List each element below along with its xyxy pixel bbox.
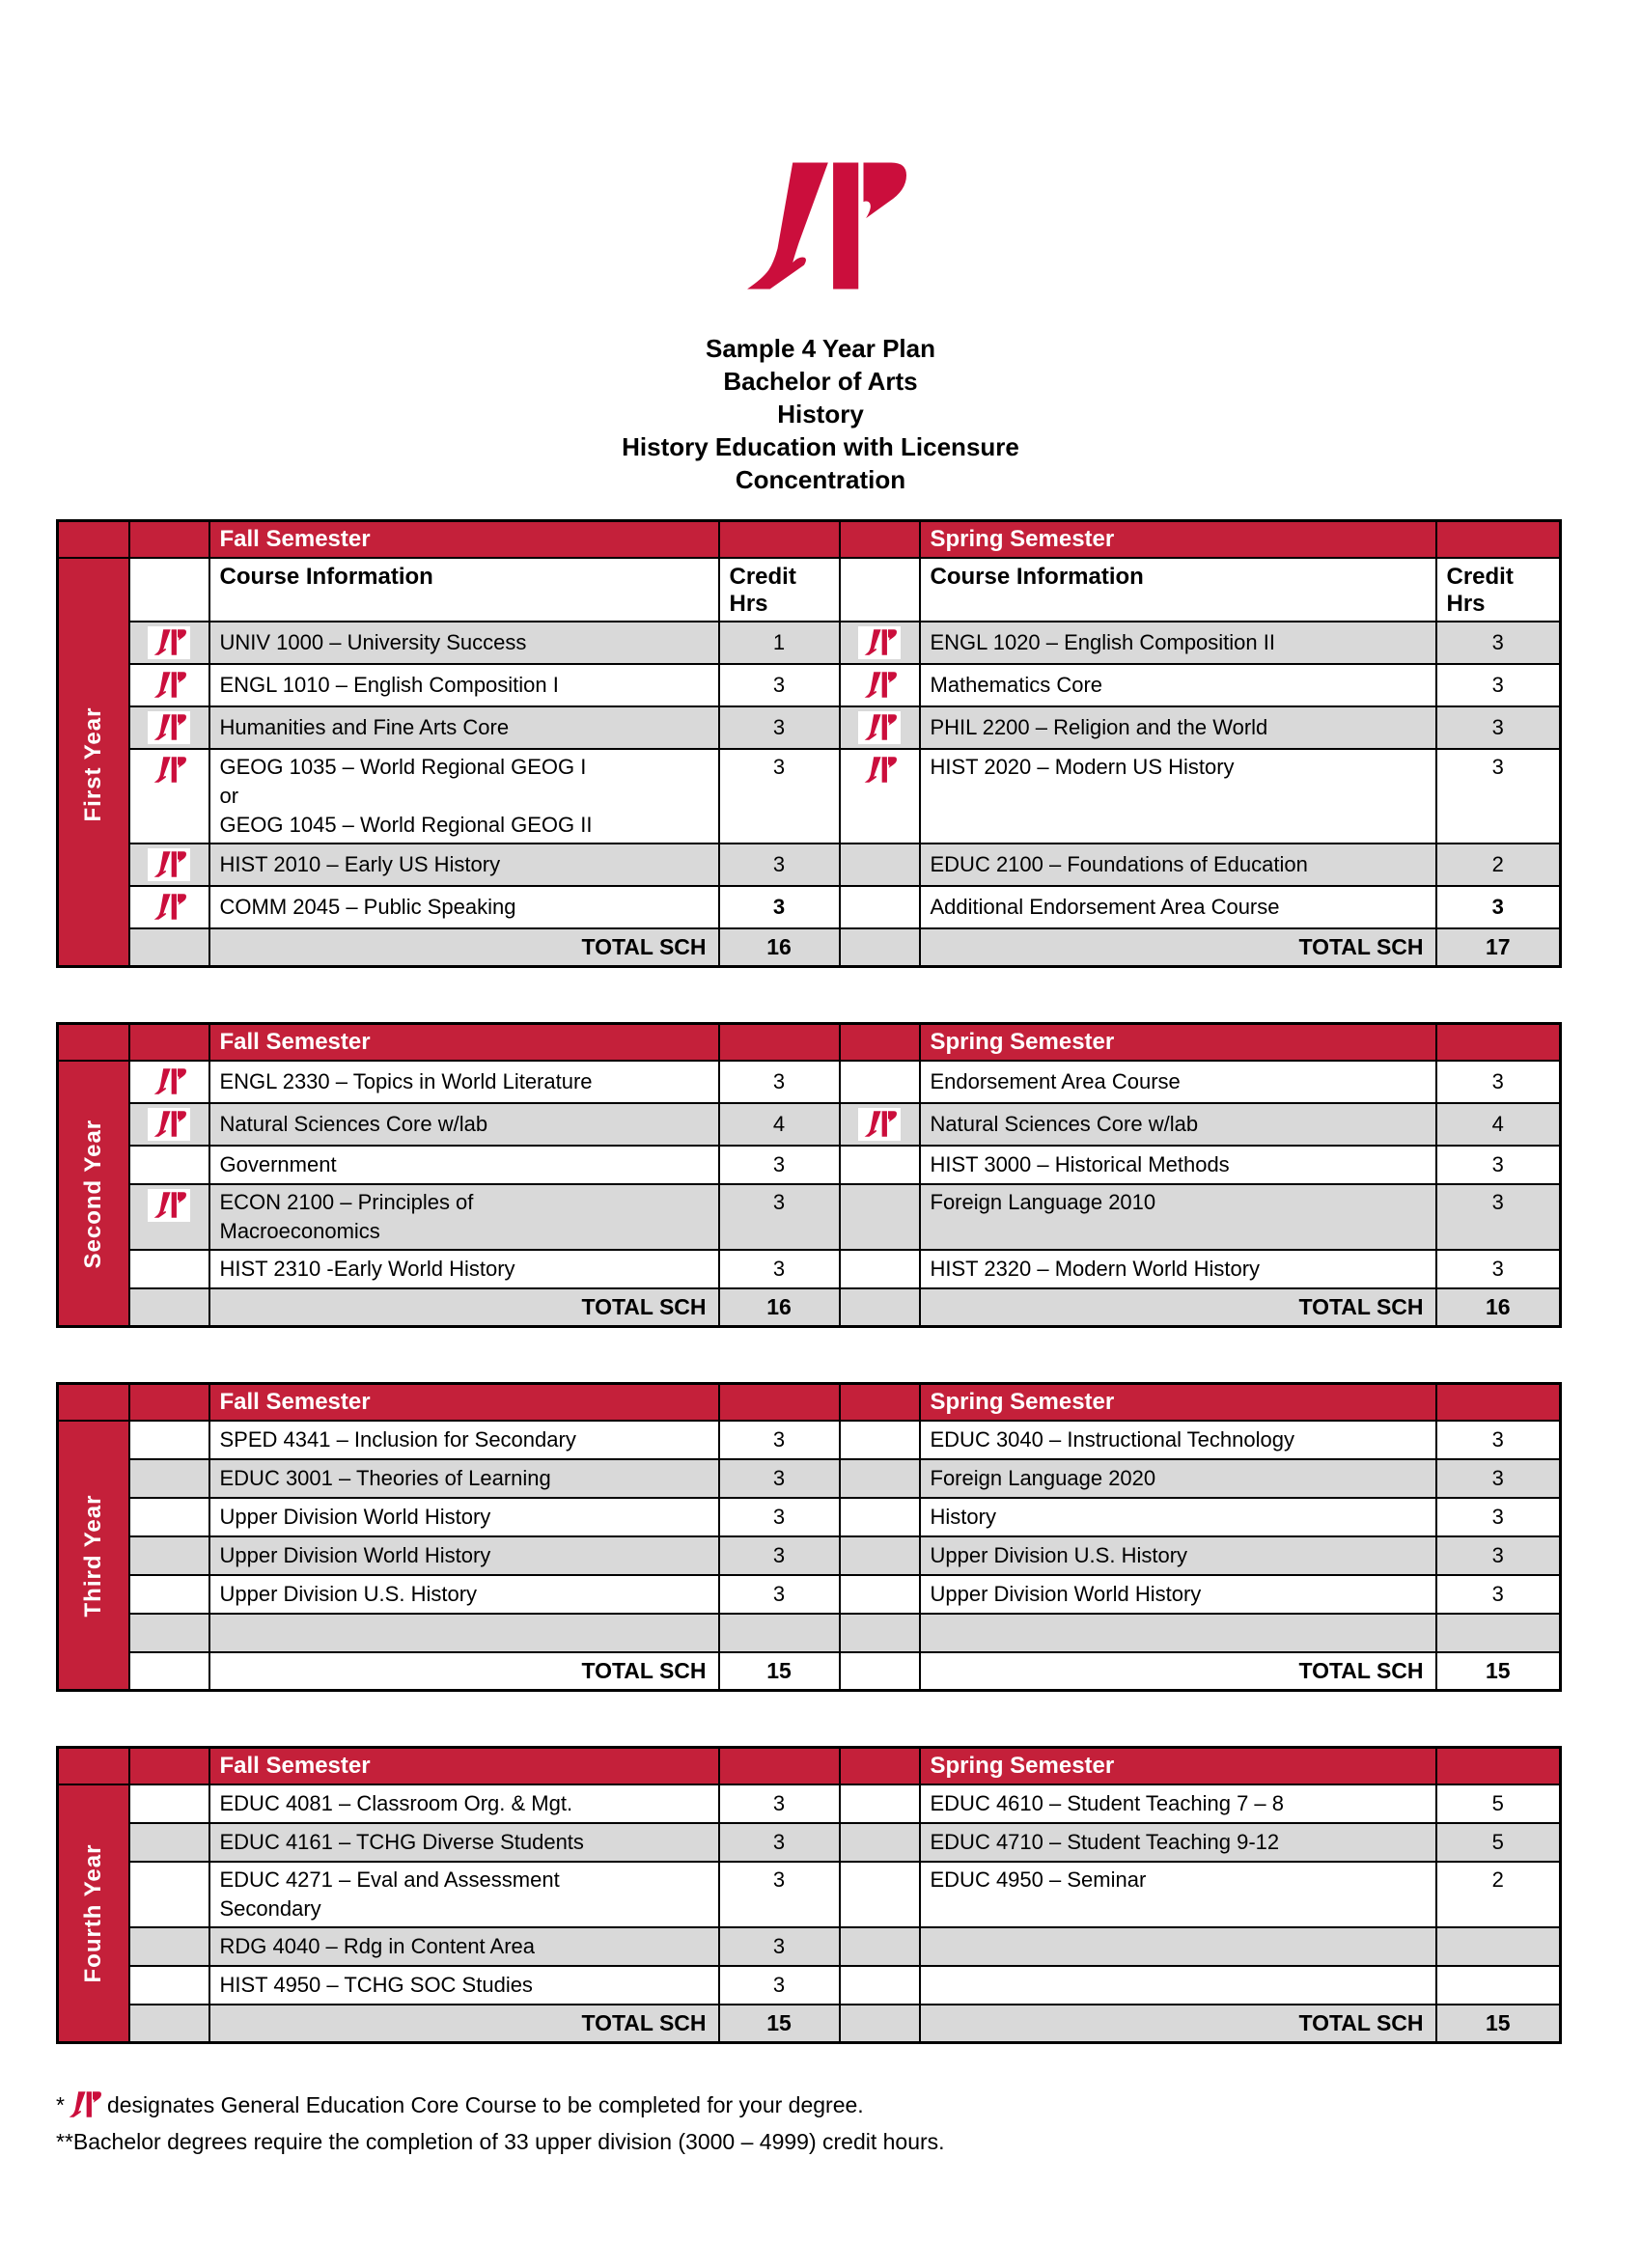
course-cell: SPED 4341 – Inclusion for Secondary [209, 1421, 719, 1459]
ap-core-mark-cell [129, 706, 209, 749]
ap-core-mark-cell [129, 749, 209, 844]
ap-core-mark-cell [840, 664, 920, 706]
ap-core-icon [858, 754, 901, 787]
ap-mark-empty-cell [840, 1784, 920, 1823]
semester-header-row [58, 1384, 1561, 1421]
credit-hrs-cell [1436, 1614, 1561, 1652]
credit-hrs-cell: 3 [1436, 1498, 1561, 1536]
credit-hrs-cell: 3 [1436, 706, 1561, 749]
ap-core-icon [148, 754, 190, 787]
year-table-2 [56, 1022, 1562, 1328]
ap-core-icon [148, 1108, 190, 1141]
ap-core-mark-cell [129, 622, 209, 664]
spring-semester-header: Spring Semester [920, 1024, 1436, 1061]
course-cell: Additional Endorsement Area Course [920, 886, 1436, 928]
title-line-1: Sample 4 Year Plan [706, 334, 935, 363]
ap-mark-empty-cell [840, 1498, 920, 1536]
course-cell: Natural Sciences Core w/lab [920, 1103, 1436, 1146]
course-cell: ENGL 2330 – Topics in World Literature [209, 1061, 719, 1103]
credit-band-cell [1436, 1384, 1561, 1421]
course-row [58, 1146, 1561, 1184]
credit-hrs-cell [1436, 1966, 1561, 2005]
credit-hrs-cell [719, 1614, 840, 1652]
ap-mark-empty-cell [129, 1927, 209, 1966]
course-cell: Upper Division World History [920, 1575, 1436, 1614]
course-row [58, 664, 1561, 706]
credit-hrs-cell: 2 [1436, 844, 1561, 886]
course-cell: Foreign Language 2010 [920, 1184, 1436, 1250]
ap-core-mark-cell [840, 1103, 920, 1146]
course-line: Secondary [219, 1895, 321, 1921]
course-cell: PHIL 2200 – Religion and the World [920, 706, 1436, 749]
total-sch-label: TOTAL SCH [209, 1652, 719, 1691]
title-line-5: Concentration [735, 465, 906, 494]
ap-mark-empty-cell [129, 1966, 209, 2005]
credit-band-cell [719, 521, 840, 558]
year-plan-tables [0, 519, 1641, 2044]
year-cell [58, 1784, 129, 2043]
course-line: GEOG 1035 – World Regional GEOG I [219, 754, 587, 779]
course-row [58, 1459, 1561, 1498]
university-logo [734, 145, 907, 307]
credit-hrs-cell: 3 [719, 1575, 840, 1614]
fall-semester-header: Fall Semester [209, 1024, 719, 1061]
credit-hrs-cell: 3 [1436, 1184, 1561, 1250]
ap-mark-empty-cell [840, 1288, 920, 1327]
total-sch-value-fall: 15 [719, 1652, 840, 1691]
ap-band-cell [129, 1024, 209, 1061]
course-row [58, 1823, 1561, 1862]
course-row [58, 706, 1561, 749]
ap-core-mark-cell [129, 886, 209, 928]
course-cell [920, 1927, 1436, 1966]
ap-mark-empty-cell [840, 1061, 920, 1103]
course-row [58, 1614, 1561, 1652]
credit-hrs-cell: 4 [719, 1103, 840, 1146]
course-cell: History [920, 1498, 1436, 1536]
ap-core-mark-cell [840, 706, 920, 749]
course-row [58, 1575, 1561, 1614]
credit-hrs-cell: 3 [1436, 1575, 1561, 1614]
ap-mark-empty-cell [840, 1575, 920, 1614]
credit-hrs-cell: 3 [1436, 1536, 1561, 1575]
course-cell: RDG 4040 – Rdg in Content Area [209, 1927, 719, 1966]
course-row [58, 622, 1561, 664]
total-sch-value-spring: 16 [1436, 1288, 1561, 1327]
ap-mark-empty-cell [129, 1614, 209, 1652]
total-sch-label: TOTAL SCH [920, 928, 1436, 967]
credit-hrs-cell: 4 [1436, 1103, 1561, 1146]
ap-mark-empty-cell [840, 1862, 920, 1927]
year-band-cell [58, 1384, 129, 1421]
credit-hrs-cell: 3 [719, 1784, 840, 1823]
course-cell: EDUC 4161 – TCHG Diverse Students [209, 1823, 719, 1862]
ap-mark-empty-cell [129, 1146, 209, 1184]
course-cell: Upper Division World History [209, 1536, 719, 1575]
ap-mark-empty-cell [129, 928, 209, 967]
credit-hrs-cell: 3 [719, 1061, 840, 1103]
total-sch-label: TOTAL SCH [920, 1288, 1436, 1327]
document-title [0, 332, 1641, 496]
footnote-1-star: * [56, 2092, 65, 2117]
ap-mark-empty-cell [840, 1459, 920, 1498]
ap-mark-empty-cell [129, 1862, 209, 1927]
course-cell: HIST 2320 – Modern World History [920, 1250, 1436, 1288]
total-row [58, 1652, 1561, 1691]
footnotes [56, 2087, 1641, 2160]
course-line: ECON 2100 – Principles of [219, 1189, 474, 1214]
course-cell: ENGL 1020 – English Composition II [920, 622, 1436, 664]
credit-hrs-cell: 2 [1436, 1862, 1561, 1927]
credit-hrs-cell: 3 [719, 1146, 840, 1184]
total-sch-value-fall: 16 [719, 928, 840, 967]
course-cell: HIST 2020 – Modern US History [920, 749, 1436, 844]
ap-logo-icon [735, 145, 906, 307]
credit-band-cell [1436, 521, 1561, 558]
ap-mark-empty-cell [129, 558, 209, 622]
credit-hrs-cell: 3 [1436, 1459, 1561, 1498]
year-band-cell [58, 1024, 129, 1061]
course-row [58, 1061, 1561, 1103]
footnote-1 [56, 2087, 1641, 2123]
course-information-header: Course Information [920, 558, 1436, 622]
total-row [58, 2005, 1561, 2043]
title-line-2: Bachelor of Arts [723, 367, 918, 396]
semester-header-row [58, 521, 1561, 558]
column-header-row [58, 558, 1561, 622]
credit-band-cell [1436, 1748, 1561, 1784]
credit-hrs-cell: 3 [719, 664, 840, 706]
course-line: EDUC 4271 – Eval and Assessment [219, 1867, 560, 1892]
ap-core-icon [858, 669, 901, 702]
course-cell: ENGL 1010 – English Composition I [209, 664, 719, 706]
year-band-cell [58, 521, 129, 558]
credit-hrs-cell: 3 [1436, 1421, 1561, 1459]
credit-hrs-cell: 3 [719, 1966, 840, 2005]
course-cell: Humanities and Fine Arts Core [209, 706, 719, 749]
credit-hrs-cell: 5 [1436, 1823, 1561, 1862]
total-sch-value-spring: 15 [1436, 2005, 1561, 2043]
ap-mark-empty-cell [840, 1966, 920, 2005]
credit-hrs-cell: 3 [719, 1459, 840, 1498]
ap-band-cell [840, 1748, 920, 1784]
course-row [58, 886, 1561, 928]
credit-hrs-cell: 3 [719, 1421, 840, 1459]
credit-hrs-cell: 3 [1436, 622, 1561, 664]
ap-core-mark-cell [840, 622, 920, 664]
year-cell [58, 558, 129, 967]
credit-hrs-cell: 3 [719, 1184, 840, 1250]
ap-core-mark-cell [129, 1103, 209, 1146]
course-information-header: Course Information [209, 558, 719, 622]
ap-core-icon [148, 891, 190, 924]
course-cell: UNIV 1000 – University Success [209, 622, 719, 664]
credit-hrs-cell: 3 [719, 1927, 840, 1966]
ap-band-cell [129, 1384, 209, 1421]
ap-band-cell [129, 1748, 209, 1784]
credit-hrs-cell: 3 [1436, 749, 1561, 844]
ap-mark-empty-cell [840, 1927, 920, 1966]
spring-semester-header: Spring Semester [920, 1384, 1436, 1421]
year-label: First Year [79, 706, 106, 822]
course-cell: EDUC 4950 – Seminar [920, 1862, 1436, 1927]
ap-core-mark-cell [129, 1061, 209, 1103]
ap-mark-empty-cell [840, 1421, 920, 1459]
semester-header-row [58, 1024, 1561, 1061]
total-sch-value-fall: 16 [719, 1288, 840, 1327]
total-row [58, 928, 1561, 967]
course-cell: EDUC 3001 – Theories of Learning [209, 1459, 719, 1498]
footnote-1-text: designates General Education Core Course to be completed for your degree. [106, 2092, 864, 2117]
spring-semester-header: Spring Semester [920, 1748, 1436, 1784]
course-cell [920, 1966, 1436, 2005]
ap-core-icon [858, 626, 901, 659]
course-row [58, 844, 1561, 886]
credit-band-cell [719, 1748, 840, 1784]
ap-core-icon [148, 848, 190, 881]
course-line: GEOG 1045 – World Regional GEOG II [219, 812, 593, 837]
ap-core-mark-cell [129, 844, 209, 886]
course-row [58, 1862, 1561, 1927]
year-cell [58, 1061, 129, 1327]
ap-mark-empty-cell [840, 886, 920, 928]
total-sch-label: TOTAL SCH [920, 2005, 1436, 2043]
ap-band-cell [129, 521, 209, 558]
title-line-4: History Education with Licensure [622, 432, 1019, 461]
credit-hrs-cell: 3 [1436, 664, 1561, 706]
ap-core-icon [148, 1189, 190, 1222]
course-cell: EDUC 4081 – Classroom Org. & Mgt. [209, 1784, 719, 1823]
course-cell: HIST 4950 – TCHG SOC Studies [209, 1966, 719, 2005]
course-cell: Upper Division U.S. History [920, 1536, 1436, 1575]
course-cell: EDUC 4610 – Student Teaching 7 – 8 [920, 1784, 1436, 1823]
credit-hrs-cell: 3 [719, 1823, 840, 1862]
ap-mark-empty-cell [840, 2005, 920, 2043]
course-cell: HIST 2310 -Early World History [209, 1250, 719, 1288]
credit-hrs-cell: 3 [1436, 886, 1561, 928]
course-cell: Mathematics Core [920, 664, 1436, 706]
course-row [58, 1784, 1561, 1823]
course-cell: EDUC 4710 – Student Teaching 9-12 [920, 1823, 1436, 1862]
year-label: Second Year [79, 1118, 106, 1268]
ap-mark-empty-cell [129, 1575, 209, 1614]
credit-hrs-header: Credit Hrs [719, 558, 840, 622]
credit-hrs-cell: 3 [1436, 1061, 1561, 1103]
course-cell [209, 1614, 719, 1652]
ap-core-icon [148, 669, 190, 702]
total-sch-label: TOTAL SCH [920, 1652, 1436, 1691]
total-row [58, 1288, 1561, 1327]
course-cell: Upper Division U.S. History [209, 1575, 719, 1614]
ap-core-mark-cell [129, 1184, 209, 1250]
ap-core-icon [858, 1108, 901, 1141]
course-line: or [219, 783, 239, 808]
year-label: Fourth Year [79, 1843, 106, 1983]
year-table-3 [56, 1382, 1562, 1692]
ap-mark-empty-cell [129, 1250, 209, 1288]
ap-mark-empty-cell [129, 1421, 209, 1459]
year-table-4 [56, 1746, 1562, 2044]
credit-hrs-cell: 3 [1436, 1146, 1561, 1184]
course-cell: Endorsement Area Course [920, 1061, 1436, 1103]
fall-semester-header: Fall Semester [209, 1384, 719, 1421]
spring-semester-header: Spring Semester [920, 521, 1436, 558]
footnote-2: **Bachelor degrees require the completion of 33 upper division (3000 – 4999) credit hours. [56, 2129, 945, 2154]
ap-band-cell [840, 1024, 920, 1061]
course-cell: HIST 3000 – Historical Methods [920, 1146, 1436, 1184]
credit-hrs-cell: 3 [719, 1250, 840, 1288]
course-row [58, 1250, 1561, 1288]
ap-mark-empty-cell [129, 1652, 209, 1691]
course-cell: HIST 2010 – Early US History [209, 844, 719, 886]
ap-mark-empty-cell [129, 1459, 209, 1498]
course-row [58, 1421, 1561, 1459]
course-row [58, 1966, 1561, 2005]
total-sch-value-fall: 15 [719, 2005, 840, 2043]
title-line-3: History [777, 400, 864, 429]
ap-band-cell [840, 521, 920, 558]
credit-band-cell [719, 1384, 840, 1421]
credit-hrs-cell: 3 [719, 706, 840, 749]
year-label: Third Year [79, 1493, 106, 1617]
ap-core-icon [858, 711, 901, 744]
course-cell [920, 1614, 1436, 1652]
ap-mark-empty-cell [129, 1536, 209, 1575]
credit-band-cell [1436, 1024, 1561, 1061]
credit-hrs-cell: 5 [1436, 1784, 1561, 1823]
ap-core-mark-cell [129, 664, 209, 706]
credit-hrs-cell: 3 [719, 1862, 840, 1927]
ap-mark-empty-cell [840, 844, 920, 886]
credit-hrs-cell: 1 [719, 622, 840, 664]
course-cell [209, 749, 719, 844]
ap-band-cell [840, 1384, 920, 1421]
credit-hrs-cell [1436, 1927, 1561, 1966]
year-cell [58, 1421, 129, 1691]
course-cell: Upper Division World History [209, 1498, 719, 1536]
course-row [58, 1184, 1561, 1250]
ap-mark-empty-cell [840, 1823, 920, 1862]
ap-mark-empty-cell [129, 1498, 209, 1536]
ap-core-icon [148, 1065, 190, 1098]
course-cell: Foreign Language 2020 [920, 1459, 1436, 1498]
credit-hrs-cell: 3 [719, 1498, 840, 1536]
course-row [58, 1498, 1561, 1536]
ap-core-mark-cell [840, 749, 920, 844]
ap-mark-empty-cell [840, 558, 920, 622]
credit-band-cell [719, 1024, 840, 1061]
course-cell: Government [209, 1146, 719, 1184]
course-cell: EDUC 2100 – Foundations of Education [920, 844, 1436, 886]
ap-core-icon [148, 626, 190, 659]
credit-hrs-cell: 3 [719, 1536, 840, 1575]
credit-hrs-cell: 3 [719, 749, 840, 844]
ap-mark-empty-cell [840, 1614, 920, 1652]
fall-semester-header: Fall Semester [209, 521, 719, 558]
semester-header-row [58, 1748, 1561, 1784]
ap-core-icon [148, 711, 190, 744]
ap-mark-empty-cell [129, 1784, 209, 1823]
credit-hrs-header: Credit Hrs [1436, 558, 1561, 622]
course-cell [209, 1184, 719, 1250]
course-cell [209, 1862, 719, 1927]
total-sch-value-spring: 15 [1436, 1652, 1561, 1691]
course-row [58, 1103, 1561, 1146]
course-line: Macroeconomics [219, 1218, 380, 1243]
credit-hrs-cell: 3 [1436, 1250, 1561, 1288]
ap-mark-empty-cell [129, 1288, 209, 1327]
ap-mark-empty-cell [840, 1146, 920, 1184]
total-sch-label: TOTAL SCH [209, 1288, 719, 1327]
ap-mark-empty-cell [840, 1652, 920, 1691]
total-sch-label: TOTAL SCH [209, 928, 719, 967]
credit-hrs-cell: 3 [719, 844, 840, 886]
course-row [58, 1927, 1561, 1966]
course-cell: EDUC 3040 – Instructional Technology [920, 1421, 1436, 1459]
course-row [58, 749, 1561, 844]
year-band-cell [58, 1748, 129, 1784]
fall-semester-header: Fall Semester [209, 1748, 719, 1784]
ap-mark-empty-cell [840, 1250, 920, 1288]
course-cell: Natural Sciences Core w/lab [209, 1103, 719, 1146]
total-sch-value-spring: 17 [1436, 928, 1561, 967]
ap-mark-empty-cell [840, 1184, 920, 1250]
ap-mark-empty-cell [129, 1823, 209, 1862]
year-table-1 [56, 519, 1562, 968]
ap-mark-empty-cell [840, 1536, 920, 1575]
credit-hrs-cell: 3 [719, 886, 840, 928]
course-cell: COMM 2045 – Public Speaking [209, 886, 719, 928]
ap-mark-empty-cell [129, 2005, 209, 2043]
course-row [58, 1536, 1561, 1575]
ap-mark-empty-cell [840, 928, 920, 967]
ap-logo-icon [67, 2091, 101, 2117]
total-sch-label: TOTAL SCH [209, 2005, 719, 2043]
